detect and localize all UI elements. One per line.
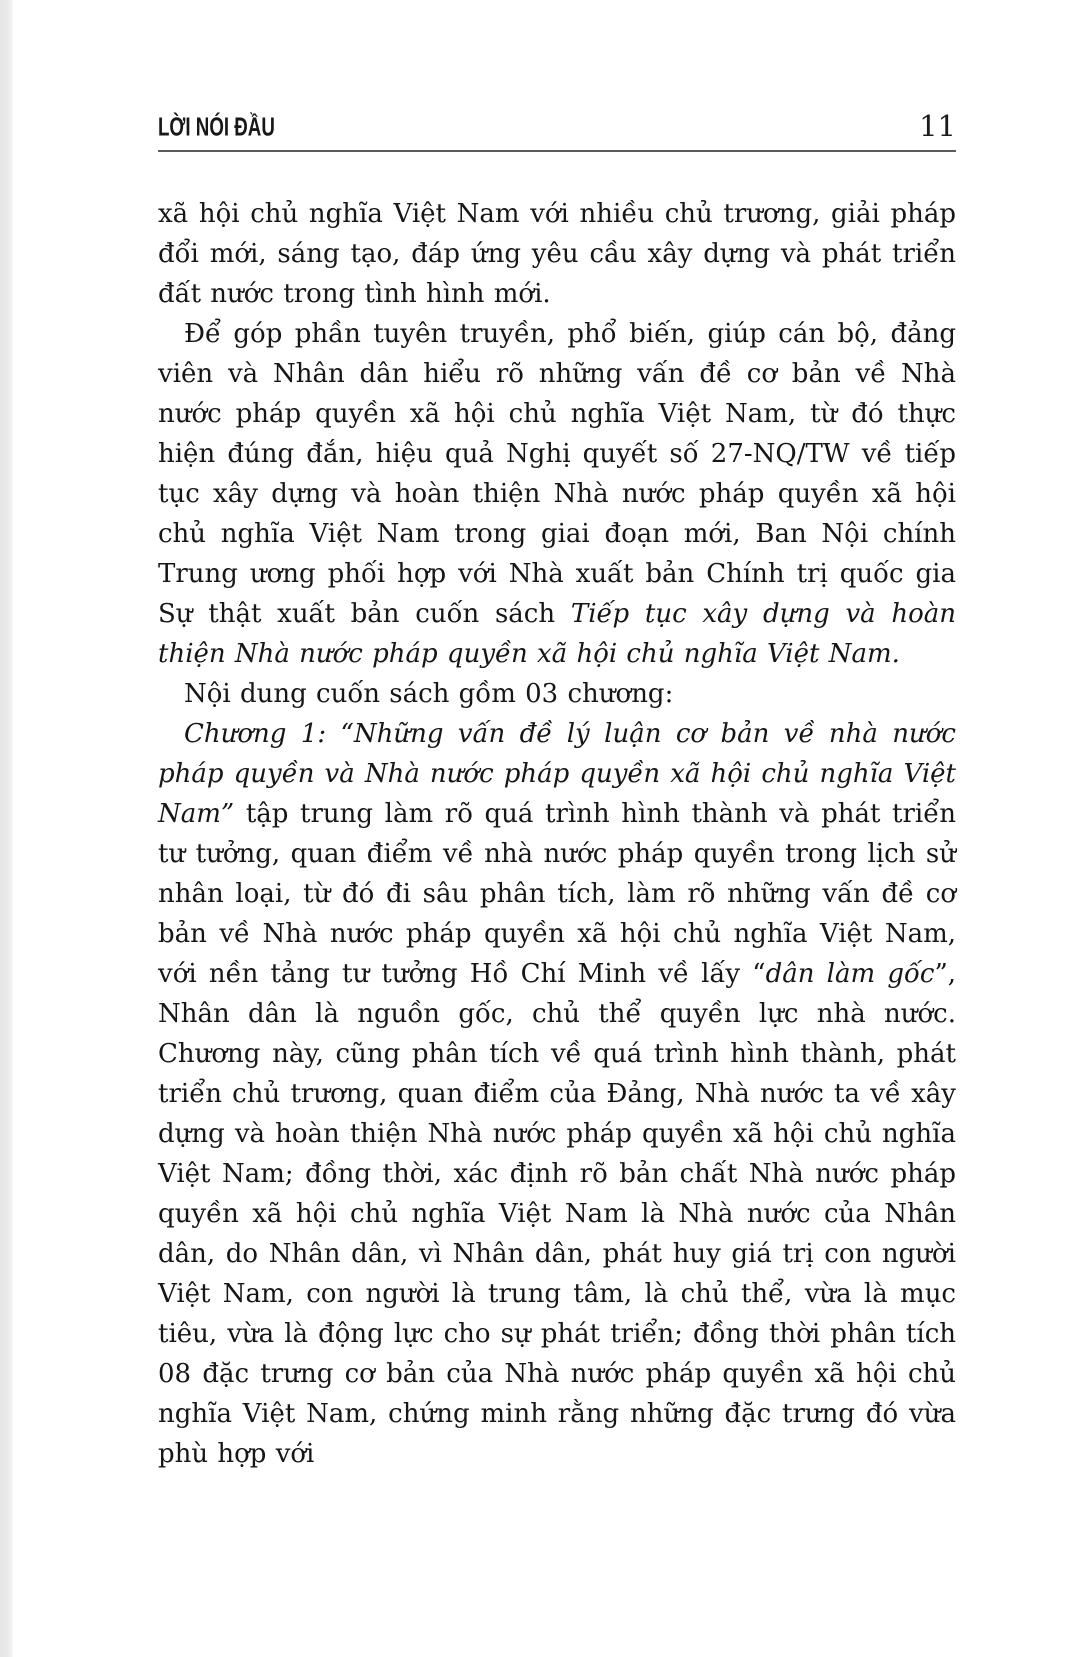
text-run: Để góp phần tuyên truyền, phổ biến, giúp cán bộ, đảng viên và Nhân dân hiểu rõ những vấn đề cơ bản về Nhà nước pháp quyền xã hội chủ nghĩa Việt Nam, từ đó thực hiện đúng đắn, hiệu quả Nghị quyết số 27-NQ/TW về tiếp tục xây dựng và hoàn thiện Nhà nước pháp quyền xã hội chủ nghĩa Việt Nam trong giai đoạn mới, Ban Nội chính Trung ương phối hợp với Nhà xuất bản Chính trị quốc gia Sự thật xuất bản cuốn sách <box>158 319 956 629</box>
page-content <box>158 109 957 1474</box>
paragraph-publication-intro <box>158 314 956 674</box>
text-run: tập trung làm rõ quá trình hình thành và phát triển tư tưởng, quan điểm về nhà nước pháp quyền trong lịch sử nhân loại, từ đó đi sâu phân tích, làm rõ những vấn đề cơ bản về Nhà nước pháp quyền xã hội chủ nghĩa Việt Nam, với nền tảng tư tưởng Hồ Chí Minh về lấy “ <box>158 799 956 989</box>
paragraph-chapter-1-summary <box>158 714 956 1474</box>
scan-edge-shadow <box>0 0 13 1657</box>
italic-text-run: dân làm gốc <box>765 959 935 989</box>
text-run: Nội dung cuốn sách gồm 03 chương: <box>184 679 674 709</box>
text-run: ”, Nhân dân là nguồn gốc, chủ thể quyền lực nhà nước. Chương này, cũng phân tích về quá trình hình thành, phát triển chủ trương, quan điểm của Đảng, Nhà nước ta về xây dựng và hoàn thiện Nhà nước pháp quyền xã hội chủ nghĩa Việt Nam; đồng thời, xác định rõ bản chất Nhà nước pháp quyền xã hội chủ nghĩa Việt Nam là Nhà nước của Nhân dân, do Nhân dân, vì Nhân dân, phát huy giá trị con người Việt Nam, con người là trung tâm, là chủ thể, vừa là mục tiêu, vừa là động lực cho sự phát triển; đồng thời phân tích 08 đặc trưng cơ bản của Nhà nước pháp quyền xã hội chủ nghĩa Việt Nam, chứng minh rằng những đặc trưng đó vừa phù hợp với <box>158 959 956 1469</box>
text-run: xã hội chủ nghĩa Việt Nam với nhiều chủ trương, giải pháp đổi mới, sáng tạo, đáp ứng yêu cầu xây dựng và phát triển đất nước trong tình hình mới. <box>158 199 956 309</box>
page-number: 11 <box>919 109 956 143</box>
running-header-title: LỜI NÓI ĐẦU <box>158 112 275 143</box>
paragraph-contents-note <box>158 674 956 714</box>
italic-text-run: Chương 1: “Những vấn đề lý luận cơ bản về nhà nước pháp quyền và Nhà nước pháp quyền xã hội chủ nghĩa Việt Nam” <box>158 719 956 829</box>
paragraph-continuation <box>158 194 956 314</box>
page-body <box>158 194 956 1474</box>
italic-text-run: Tiếp tục xây dựng và hoàn thiện Nhà nước pháp quyền xã hội chủ nghĩa Việt Nam. <box>158 599 957 669</box>
running-header <box>158 109 956 152</box>
